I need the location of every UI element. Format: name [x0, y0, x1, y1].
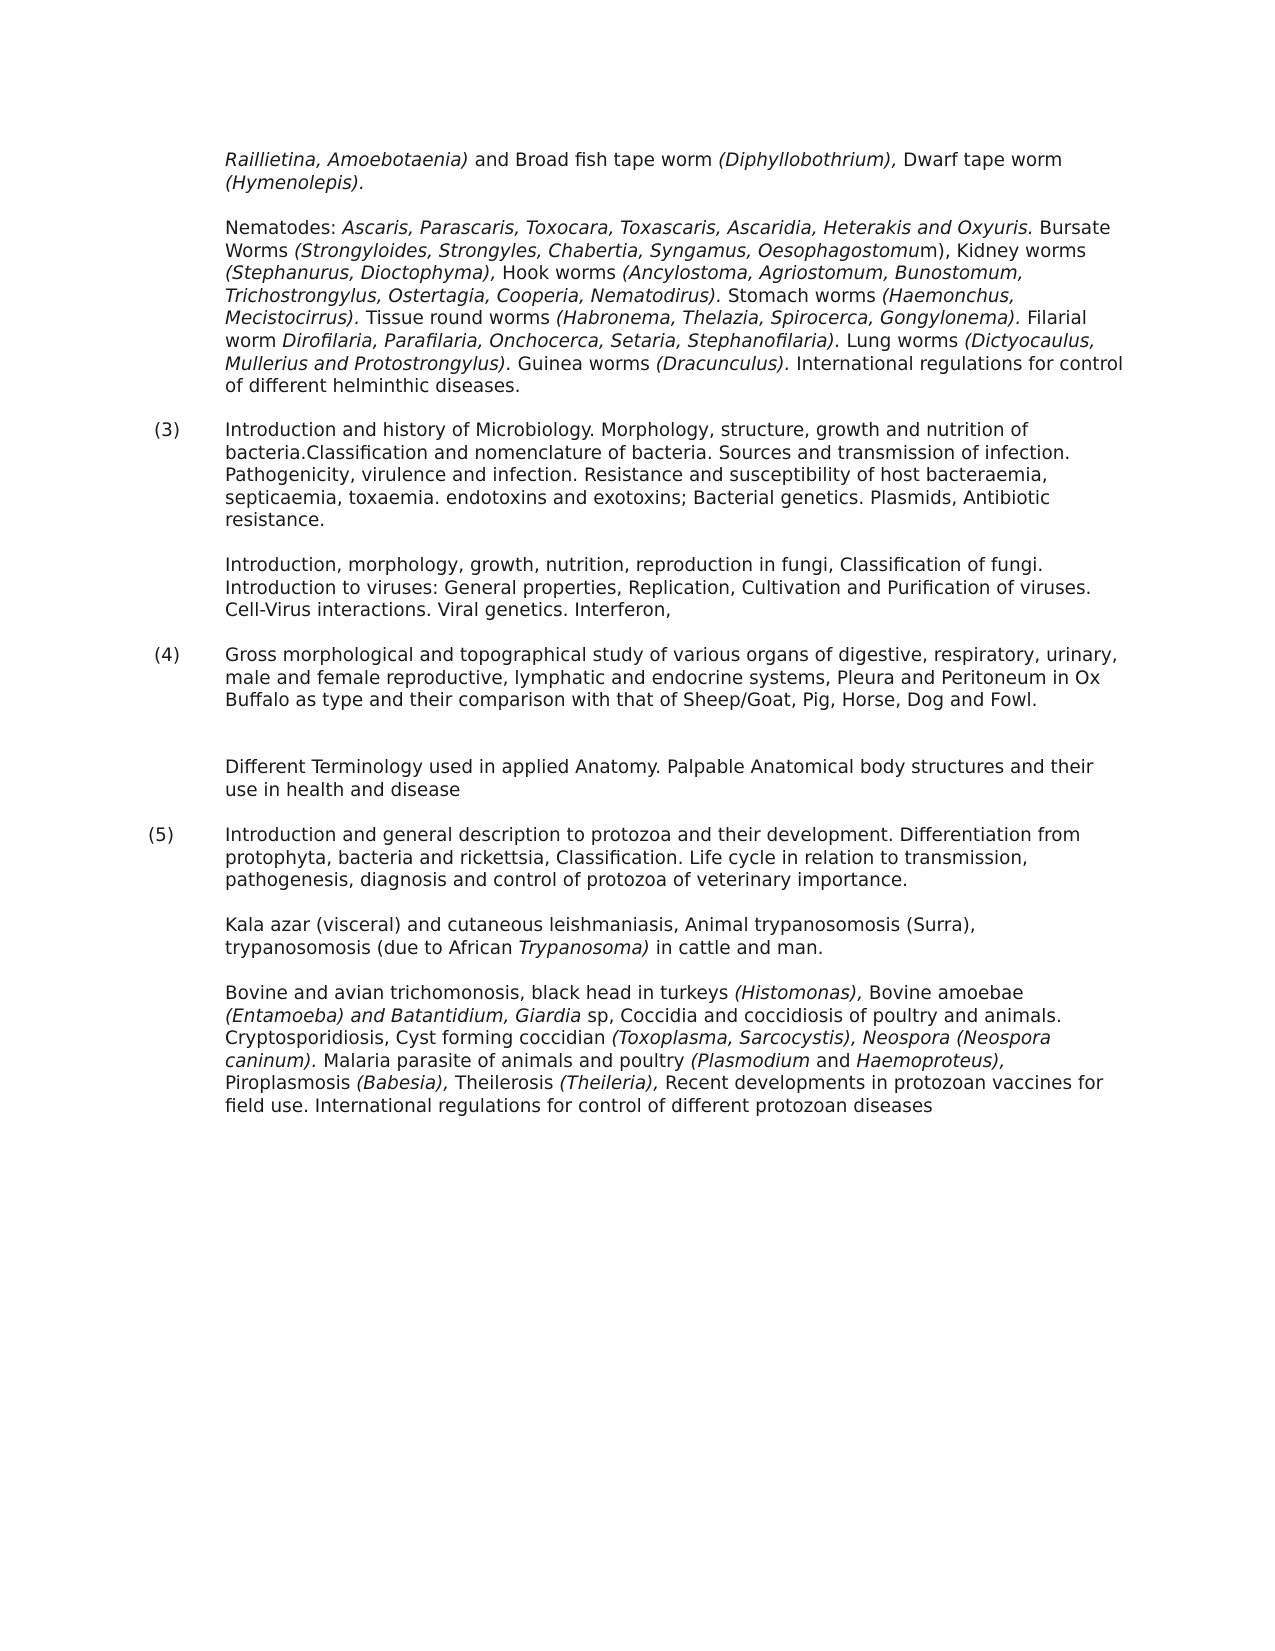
italic-text: (Habronema, Thelazia, Spirocerca, Gongylonema). — [555, 308, 1022, 330]
text: Filarial worm — [225, 308, 1087, 352]
text: Bursate Worms — [225, 218, 1111, 262]
text: Recent developments in protozoan vaccines for field use. International regulations for control of different protozoan diseases — [225, 1073, 1104, 1117]
section-number: (3) — [154, 420, 181, 441]
text: Kala azar (visceral) and cutaneous leishmaniasis, Animal trypanosomosis (Surra), trypanosomosis (due to African — [225, 915, 976, 959]
text: Nematodes: — [225, 218, 343, 239]
italic-text: (Theileria), — [559, 1073, 660, 1095]
text: Dwarf tape worm — [897, 150, 1063, 171]
text: Lung worms — [840, 330, 965, 352]
text: sp, Coccidia and coccidiosis of poultry and animals. Cryptosporidiosis, Cyst forming coccidian — [225, 1005, 1062, 1050]
italic-text: Dirofilaria, Parafilaria, Onchocerca, Setaria, Stephanofilaria). — [282, 330, 841, 352]
text: in cattle and man. — [649, 937, 824, 959]
italic-text: (Toxoplasma, Sarcocystis), Neospora (Neospora caninum). — [225, 1028, 1051, 1072]
paragraph — [225, 825, 1125, 893]
text: Introduction and history of Microbiology. Morphology, structure, growth and nutrition of bacteria.Classification and nomenclature of bacteria. Sources and transmission of infection. Pathogenicity, virulence and infection. Resistance and susceptibility of host bacteraemia, septicaemia, toxaemia. endotoxins and exotoxins; Bacterial genetics. Plasmids, Antibiotic resistance. — [225, 420, 1071, 532]
italic-text: Raillietina, Amoebotaenia) — [225, 150, 469, 171]
italic-text: (Stephanurus, Dioctophyma), — [225, 263, 497, 285]
text: Introduction and general description to protozoa and their development. Differentiation from protophyta, bacteria and rickettsia, Classification. Life cycle in relation to transmission, pathogenesis, diagnosis and control of protozoa of veterinary importance. — [225, 825, 1081, 892]
paragraph — [225, 150, 1125, 195]
text: International regulations for control of different helminthic diseases. — [225, 353, 1124, 398]
section-number: (5) — [148, 825, 175, 846]
text: Theilerosis — [449, 1073, 560, 1095]
italic-text: Trypanosoma) — [518, 937, 650, 959]
italic-text: (Diphyllobothrium), — [718, 150, 898, 171]
italic-text: (Babesia), — [356, 1073, 450, 1095]
text: Bovine amoebae — [863, 983, 1024, 1004]
text: Different Terminology used in applied Anatomy. Palpable Anatomical body structures and their use in health and disease — [225, 757, 1094, 801]
text: Hook worms — [496, 263, 622, 285]
italic-text: (Histomonas), — [734, 983, 864, 1004]
text: Guinea worms — [511, 353, 656, 375]
italic-text: (Plasmodium — [690, 1050, 811, 1072]
italic-text: (Entamoeba) and Batantidium, Giardia — [225, 1005, 582, 1027]
text: Bovine and avian trichomonosis, black head in turkeys — [225, 983, 735, 1004]
paragraph — [225, 915, 1125, 960]
italic-text: (Dictyocaulus, Mullerius and Protostrongylus). — [225, 330, 1096, 375]
italic-text: (Haemonchus, Mecistocirrus). — [225, 285, 1015, 330]
section-number: (4) — [154, 645, 181, 666]
text: Piroplasmosis — [225, 1073, 357, 1095]
text: Gross morphological and topographical study of various organs of digestive, respiratory, urinary, male and female reproductive, lymphatic and endocrine systems, Pleura and Peritoneum in Ox Buffalo as type and their comparison with that of Sheep/Goat, Pig, Horse, Dog and Fowl. — [225, 645, 1118, 712]
italic-text: Haemoproteus), — [856, 1050, 1006, 1072]
paragraph — [225, 420, 1125, 533]
italic-text: Ascaris, Parascaris, Toxocara, Toxascaris, Ascaridia, Heterakis and Oxyuris. — [342, 218, 1034, 239]
paragraph — [225, 555, 1125, 623]
paragraph — [225, 645, 1125, 713]
text: Tissue round worms — [360, 308, 556, 330]
italic-text: (Ancylostoma, Agriostomum, Bunostomum, Trichostrongylus, Ostertagia, Cooperia, Nematodirus). — [225, 263, 1024, 307]
paragraph — [225, 983, 1125, 1119]
italic-text: (Dracunculus). — [655, 353, 791, 375]
paragraph — [225, 218, 1125, 399]
italic-text: (Strongyloides, Strongyles, Chabertia, Syngamus, Oesophagostomu — [293, 240, 920, 262]
text: Stomach worms — [722, 285, 882, 307]
text: Introduction, morphology, growth, nutrition, reproduction in fungi, Classification of fungi. Introduction to viruses: General properties, Replication, Cultivation and Purification of viruses. Cell-Virus interactions. Viral genetics. Interferon, — [225, 555, 1092, 622]
text: and — [810, 1050, 857, 1072]
text: Malaria parasite of animals and poultry — [317, 1050, 691, 1072]
text: m), Kidney worms — [919, 240, 1087, 262]
text: and Broad fish tape worm — [468, 150, 719, 171]
paragraph — [225, 757, 1125, 802]
italic-text: (Hymenolepis). — [225, 172, 365, 194]
